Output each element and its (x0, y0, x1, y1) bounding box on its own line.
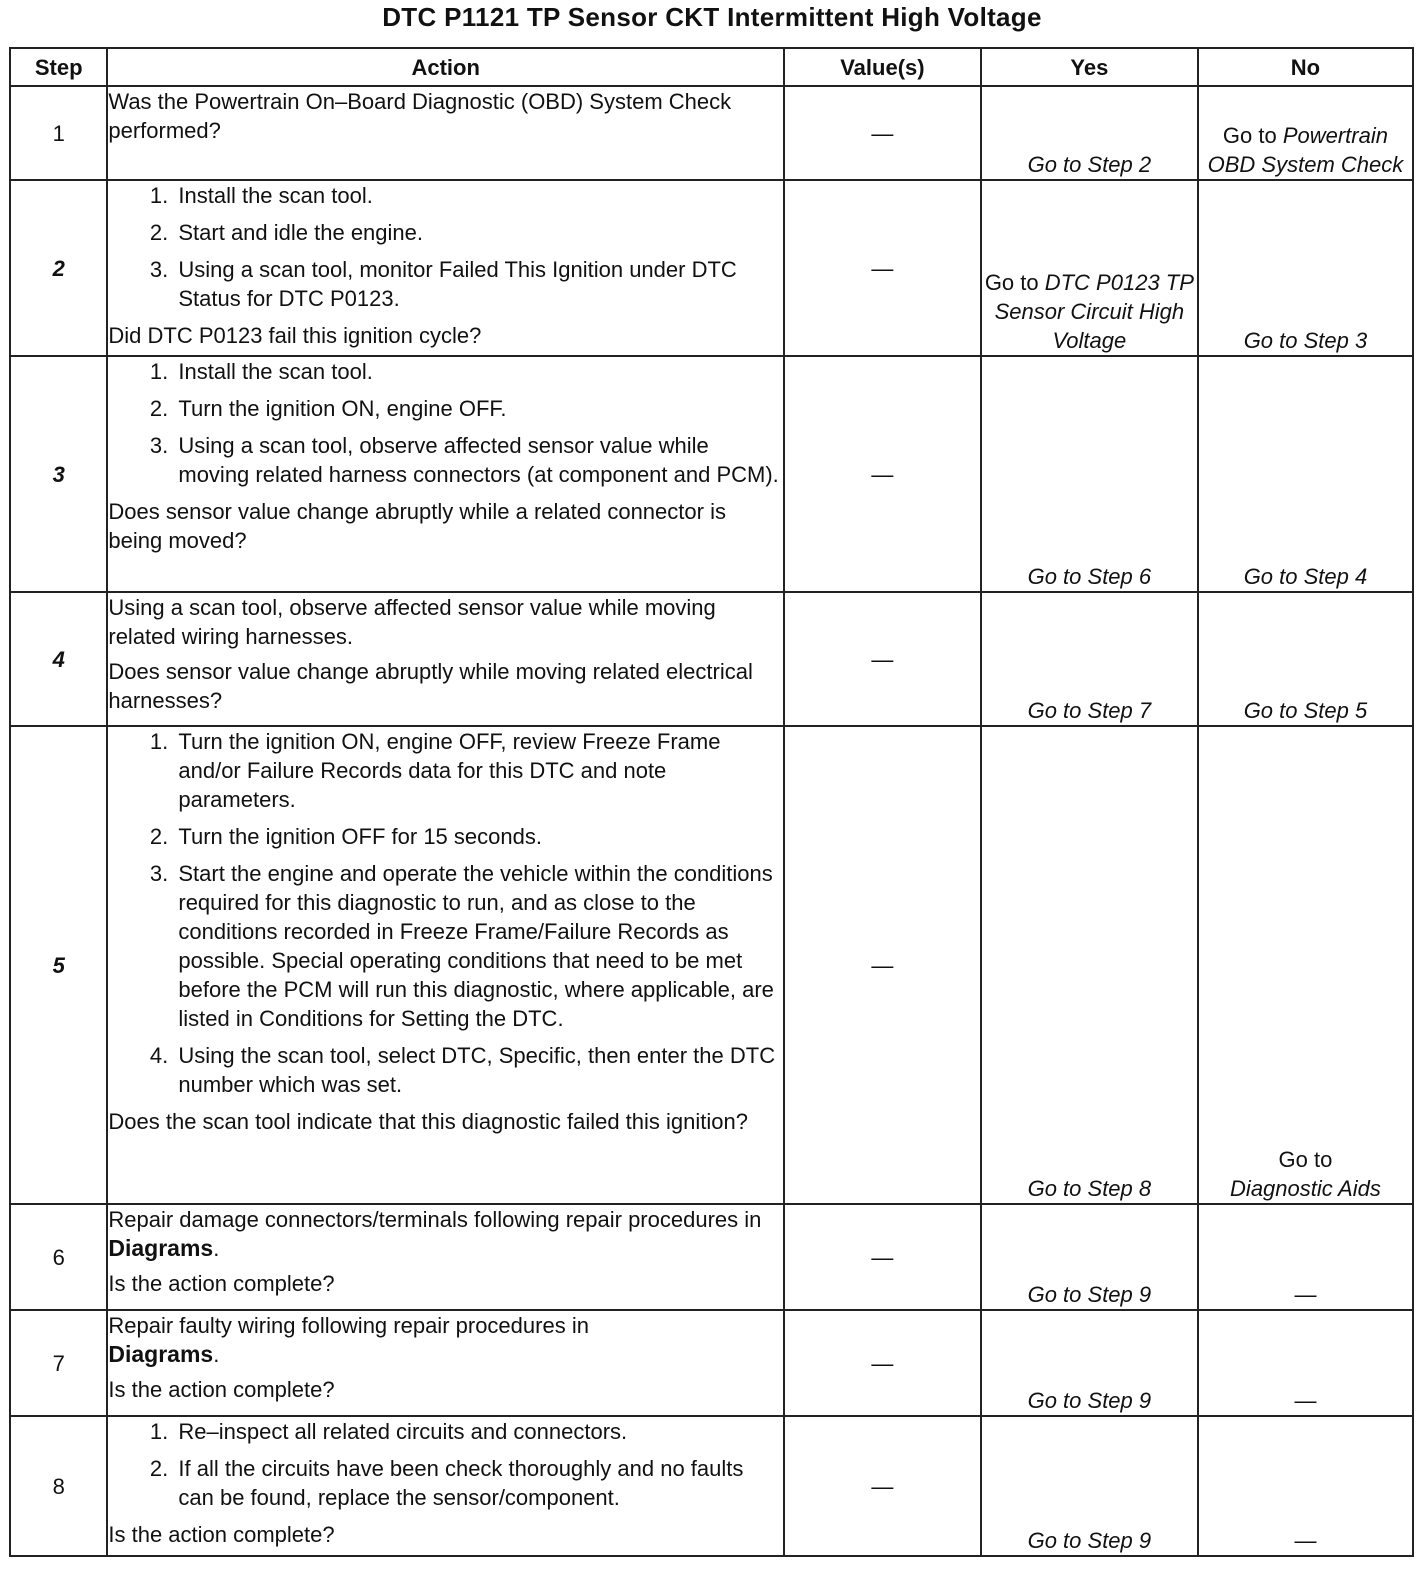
instruction-text: Repair damage connectors/terminals following repair procedures in (108, 1207, 762, 1232)
step-number: 2 (10, 180, 107, 356)
header-step: Step (10, 48, 107, 86)
yes-cell (981, 1310, 1198, 1416)
no-reference: Diagnostic Aids (1230, 1176, 1381, 1201)
instruction-end: . (213, 1236, 220, 1261)
list-item: 3. Using a scan tool, observe affected sensor value while moving related harness connectors (at component and PCM). (174, 431, 783, 489)
table-row (10, 1310, 1413, 1416)
value-cell: — (784, 1416, 981, 1556)
procedure-list (108, 357, 783, 489)
table-row (10, 592, 1413, 726)
yes-reference: DTC P0123 TP Sensor Circuit High Voltage (994, 270, 1194, 353)
no-prefix: Go to (1222, 123, 1283, 148)
yes-reference: Go to Step 9 (1027, 1388, 1152, 1413)
action-cell (107, 1416, 784, 1556)
yes-cell (981, 1416, 1198, 1556)
yes-cell (981, 726, 1198, 1204)
list-item: 2. Turn the ignition OFF for 15 seconds. (174, 822, 783, 851)
no-reference: — (1294, 1282, 1317, 1307)
diagnostic-table (9, 47, 1414, 1557)
yes-cell (981, 356, 1198, 592)
step-number: 5 (10, 726, 107, 1204)
yes-cell (981, 86, 1198, 180)
action-question: Is the action complete? (108, 1522, 335, 1547)
value-cell: — (784, 1310, 981, 1416)
header-yes: Yes (981, 48, 1198, 86)
action-cell (107, 1204, 784, 1310)
procedure-list (108, 181, 783, 313)
action-question: Is the action complete? (108, 1271, 335, 1296)
list-item: 4. Using the scan tool, select DTC, Specific, then enter the DTC number which was set. (174, 1041, 783, 1099)
step-number: 8 (10, 1416, 107, 1556)
instruction-text: Repair faulty wiring following repair procedures in (108, 1313, 589, 1338)
header-action: Action (107, 48, 784, 86)
no-cell (1198, 356, 1413, 592)
list-item: 1. Install the scan tool. (174, 357, 783, 386)
no-reference: — (1294, 1388, 1317, 1413)
diagrams-reference: Diagrams (108, 1341, 214, 1367)
yes-reference: Go to Step 6 (1027, 564, 1152, 589)
no-reference: Powertrain OBD System Check (1207, 123, 1404, 177)
list-item: 3. Start the engine and operate the vehicle within the conditions required for this diagnostic to run, and as close to the conditions recorded in Freeze Frame/Failure Records as possible. Special operating conditions that need to be met before the PCM will run this diagnostic, where applicable, are listed in Conditions for Setting the DTC. (174, 859, 783, 1033)
value-cell: — (784, 180, 981, 356)
no-cell (1198, 726, 1413, 1204)
no-cell (1198, 1310, 1413, 1416)
list-item: 2. If all the circuits have been check thoroughly and no faults can be found, replace the sensor/component. (174, 1454, 783, 1512)
no-cell (1198, 180, 1413, 356)
list-item: 2. Turn the ignition ON, engine OFF. (174, 394, 783, 423)
table-row (10, 1204, 1413, 1310)
yes-cell (981, 592, 1198, 726)
table-row (10, 726, 1413, 1204)
yes-reference: Go to Step 8 (1027, 1176, 1152, 1201)
header-values: Value(s) (784, 48, 981, 86)
list-item: 2. Start and idle the engine. (174, 218, 783, 247)
action-question: Is the action complete? (108, 1377, 335, 1402)
action-cell (107, 726, 784, 1204)
table-row (10, 180, 1413, 356)
list-item: 1. Re–inspect all related circuits and connectors. (174, 1417, 783, 1446)
no-cell (1198, 1204, 1413, 1310)
action-cell (107, 86, 784, 180)
no-reference: Go to Step 4 (1243, 564, 1368, 589)
header-no: No (1198, 48, 1413, 86)
value-cell: — (784, 86, 981, 180)
action-cell (107, 180, 784, 356)
table-row (10, 1416, 1413, 1556)
step-number: 6 (10, 1204, 107, 1310)
no-cell (1198, 592, 1413, 726)
yes-reference: Go to Step 9 (1027, 1528, 1152, 1553)
action-cell (107, 1310, 784, 1416)
yes-cell (981, 1204, 1198, 1310)
action-question: Was the Powertrain On–Board Diagnostic (OBD) System Check performed? (108, 89, 732, 143)
no-cell (1198, 1416, 1413, 1556)
action-cell (107, 592, 784, 726)
instruction-end: . (213, 1342, 220, 1367)
no-cell (1198, 86, 1413, 180)
action-question: Does sensor value change abruptly while moving related electrical harnesses? (108, 659, 753, 713)
yes-reference: Go to Step 9 (1027, 1282, 1152, 1307)
list-item: 1. Install the scan tool. (174, 181, 783, 210)
diagrams-reference: Diagrams (108, 1235, 214, 1261)
action-question: Does sensor value change abruptly while a related connector is being moved? (108, 499, 726, 553)
yes-cell (981, 180, 1198, 356)
step-number: 4 (10, 592, 107, 726)
page-title: DTC P1121 TP Sensor CKT Intermittent High Voltage (382, 2, 1042, 32)
yes-reference: Go to Step 2 (1027, 152, 1152, 177)
yes-prefix: Go to (984, 270, 1045, 295)
no-prefix: Go to (1278, 1147, 1333, 1172)
action-cell (107, 356, 784, 592)
yes-reference: Go to Step 7 (1027, 698, 1152, 723)
step-number: 3 (10, 356, 107, 592)
table-row (10, 86, 1413, 180)
procedure-list (108, 1417, 783, 1512)
no-reference: Go to Step 3 (1243, 328, 1368, 353)
value-cell: — (784, 592, 981, 726)
step-number: 1 (10, 86, 107, 180)
action-instruction: Using a scan tool, observe affected sensor value while moving related wiring harnesses. (108, 595, 716, 649)
procedure-list (108, 727, 783, 1099)
header-row (10, 48, 1413, 86)
list-item: 3. Using a scan tool, monitor Failed This Ignition under DTC Status for DTC P0123. (174, 255, 783, 313)
action-instruction (108, 1311, 783, 1369)
value-cell: — (784, 1204, 981, 1310)
value-cell: — (784, 726, 981, 1204)
no-reference: — (1294, 1528, 1317, 1553)
action-instruction (108, 1205, 783, 1263)
action-question: Did DTC P0123 fail this ignition cycle? (108, 323, 482, 348)
list-item: 1. Turn the ignition ON, engine OFF, review Freeze Frame and/or Failure Records data for this DTC and note parameters. (174, 727, 783, 814)
action-question: Does the scan tool indicate that this diagnostic failed this ignition? (108, 1109, 748, 1134)
table-row (10, 356, 1413, 592)
no-reference: Go to Step 5 (1243, 698, 1368, 723)
step-number: 7 (10, 1310, 107, 1416)
value-cell: — (784, 356, 981, 592)
